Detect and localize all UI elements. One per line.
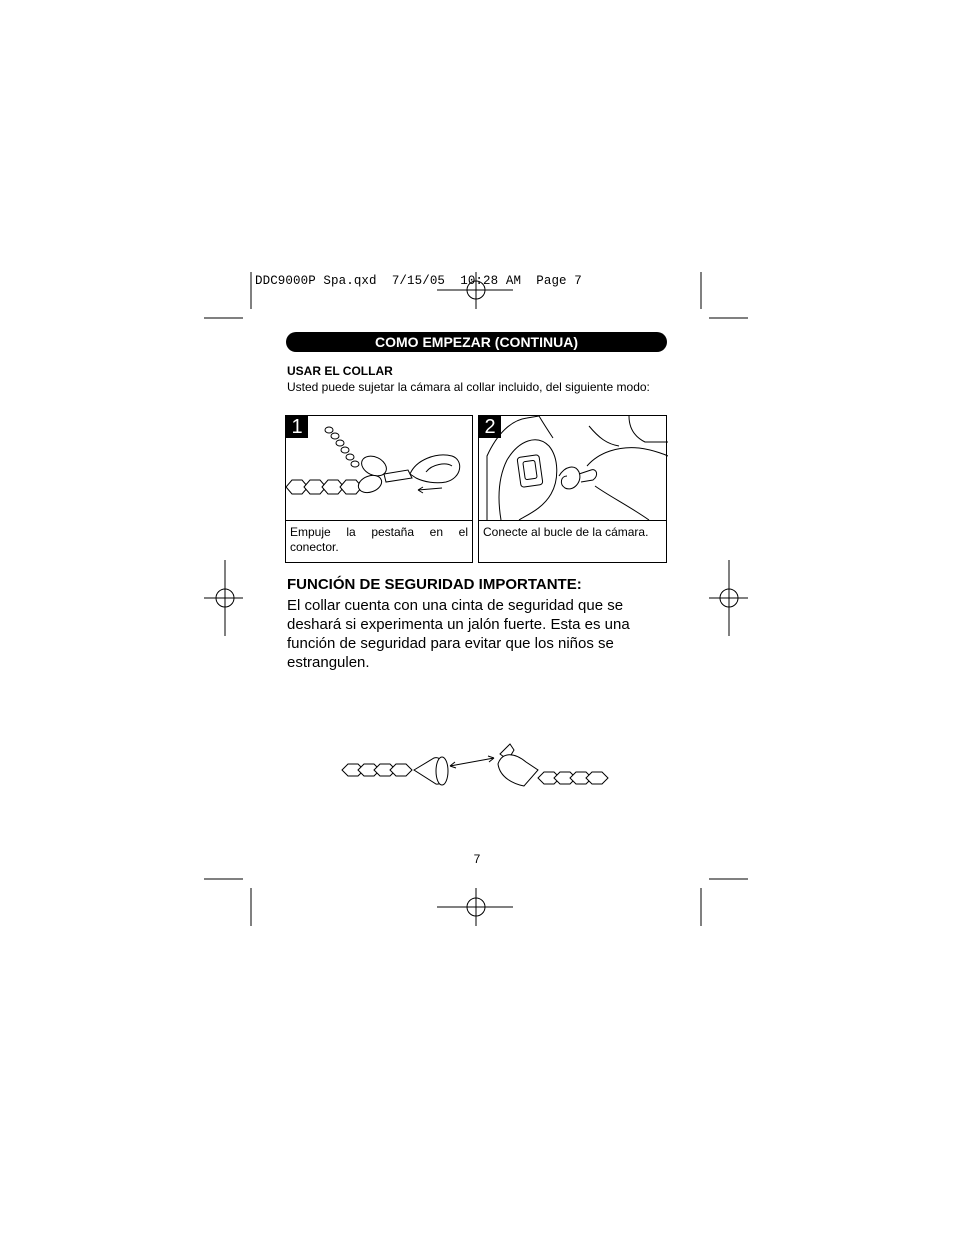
- step-panel-1: [285, 415, 473, 563]
- safety-title: FUNCIÓN DE SEGURIDAD IMPORTANTE:: [287, 576, 582, 593]
- step-number: 1: [286, 416, 308, 438]
- section-banner: COMO EMPEZAR (CONTINUA): [286, 332, 667, 352]
- breakaway-collar-illustration: [338, 740, 612, 794]
- step-caption: Empuje la pestaña en el conector.: [286, 520, 472, 562]
- intro-text: Usted puede sujetar la cámara al collar incluido, del siguiente modo:: [287, 380, 650, 394]
- collar-connector-illustration: [286, 416, 474, 520]
- step-caption: Conecte al bucle de la cámara.: [479, 520, 666, 562]
- step-number: 2: [479, 416, 501, 438]
- page-number: 7: [473, 852, 481, 866]
- subheading: USAR EL COLLAR: [287, 364, 393, 378]
- camera-loop-illustration: [479, 416, 668, 520]
- step-panel-2: [478, 415, 667, 563]
- print-slug: DDC9000P Spa.qxd 7/15/05 10:28 AM Page 7: [255, 274, 582, 288]
- safety-body: El collar cuenta con una cinta de seguridad que se deshará si experimenta un jalón fuerte. Esta es una función de seguridad para evitar que los niños se estrangulen.: [287, 597, 630, 671]
